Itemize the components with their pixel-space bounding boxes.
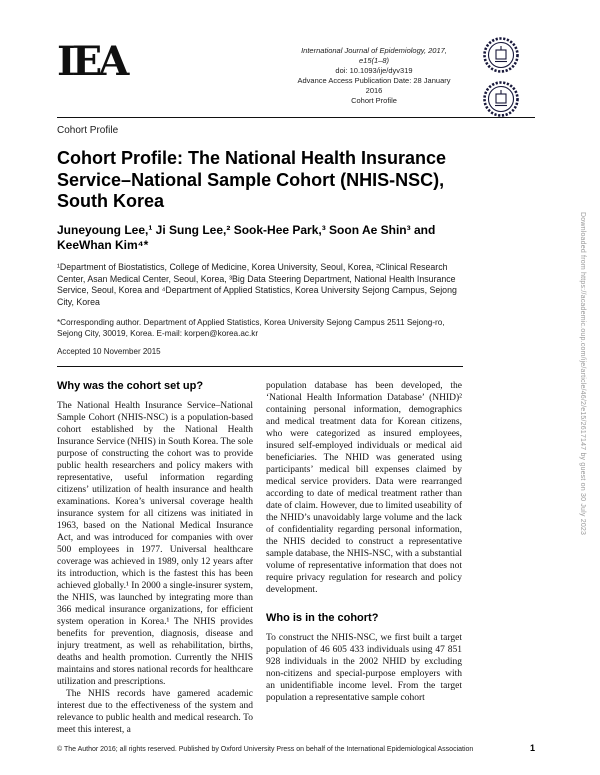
page-footer <box>57 743 535 753</box>
article-body <box>57 380 463 736</box>
corresponding-author-note: *Corresponding author. Department of Applied Statistics, Korea University Sejong Campus 2511 Sejong-ro, Sejong City, 30019, Korea. E-mail: korpen@korea.ac.kr <box>57 318 445 338</box>
journal-seals <box>481 36 521 123</box>
body-divider <box>57 366 463 367</box>
right-column <box>266 380 462 736</box>
section-heading-why: Why was the cohort set up? <box>57 380 204 392</box>
header-divider <box>57 117 535 118</box>
body-paragraph: To construct the NHIS-NSC, we first built a target population of 46 605 433 individuals using 47 851 928 individuals in the 2002 NHID by excluding non-citizens and special-purpose employers with an unidentifiable income level. From the target population a representative sample cohort <box>266 633 462 703</box>
section-heading-who: Who is in the cohort? <box>266 612 379 624</box>
body-paragraph: The NHIS records have gamered academic interest due to the effectiveness of the system and relevance to public health and medical research. To meet this interest, a <box>57 689 253 735</box>
journal-article-type-line: Cohort Profile <box>351 96 397 105</box>
section-label: Cohort Profile <box>57 125 119 136</box>
journal-advance-access-line: Advance Access Publication Date: 28 January 2016 <box>297 76 451 95</box>
left-column <box>57 380 253 736</box>
article-title: Cohort Profile: The National Health Insurance Service–National Sample Cohort (NHIS-NSC), South Korea <box>57 148 447 211</box>
affiliations: ¹Department of Biostatistics, College of Medicine, Korea University, Seoul, Korea, ²Clinical Research Center, Asan Medical Center, Seoul, Korea, ³Big Data Steering Department, National Health Insurance Service, Seoul, Korea and ⁴Department of Applied Statistics, Korea University Sejong Campus, Sejong City, Korea <box>57 262 457 307</box>
download-note: Downloaded from https://academic.oup.com/ije/article/46/2/e15/2617147 by guest on 30 July 2023 <box>579 212 586 536</box>
authors-line: Juneyoung Lee,¹ Ji Sung Lee,² Sook-Hee Park,³ Soon Ae Shin³ and KeeWhan Kim⁴* <box>57 223 436 252</box>
accepted-date: Accepted 10 November 2015 <box>57 347 161 356</box>
iea-logo: IEA <box>57 38 126 85</box>
page-number: 1 <box>529 743 535 753</box>
journal-citation-block <box>289 46 459 106</box>
journal-citation-line: International Journal of Epidemiology, 2017, e15(1–8) <box>301 46 447 65</box>
page-header <box>57 36 535 116</box>
footer-copyright: © The Author 2016; all rights reserved. Published by Oxford University Press on behalf of the International Epidemiological Association <box>57 746 474 753</box>
journal-doi-line: doi: 10.1093/ije/dyv319 <box>335 66 413 75</box>
body-paragraph: The National Health Insurance Service–National Sample Cohort (NHIS-NSC) is a population-based cohort established by the National Health Insurance Service (NHIS) in South Korea. The sole purpose of constructing the cohort was to provide public health researchers and policy makers with representative, useful information regarding citizens’ utilization of health insurance and health examinations. Korea’s universal coverage health insurance system for all citizens was initiated in 1963, based on the National Medical Insurance Act, and was introduced for companies with over 500 employees in 1977. Universal healthcare coverage was achieved in 1989, only 12 years after its introduction, which is the fastest this has been achieved globally.¹ In 2000 a single-insurer system, the NHIS, was launched by integrating more than 366 medical insurance organizations, for efficient system operation in Korea.¹ The NHIS provides benefits for prevention, diagnosis, disease and injury treatment, as well as rehabilitation, births, deaths and health promotion. Currently the NHIS maintains and stores national records for healthcare utilization and prescriptions. <box>57 401 253 687</box>
journal-seal-icon <box>482 36 520 79</box>
body-paragraph: population database has been developed, the ‘National Health Information Database’ (NHID)² containing personal information, demographics and medical treatment data for Korean citizens, who were categorized as insured employees, insured self-employed individuals or medical aid beneficiaries. The NHID was generated using participants’ medical bill expenses claimed by medical service providers. Data were rearranged according to date of medical treatment rather than date of claim. However, due to limited useability of the NHID’s unavoidably large volume and the lack of confidentiality regarding personal information, the NHIS decided to construct a representative sample database, the NHIS-NSC, with a substantial volume of representative information that does not require privacy regulation for research and policy development. <box>266 381 462 595</box>
